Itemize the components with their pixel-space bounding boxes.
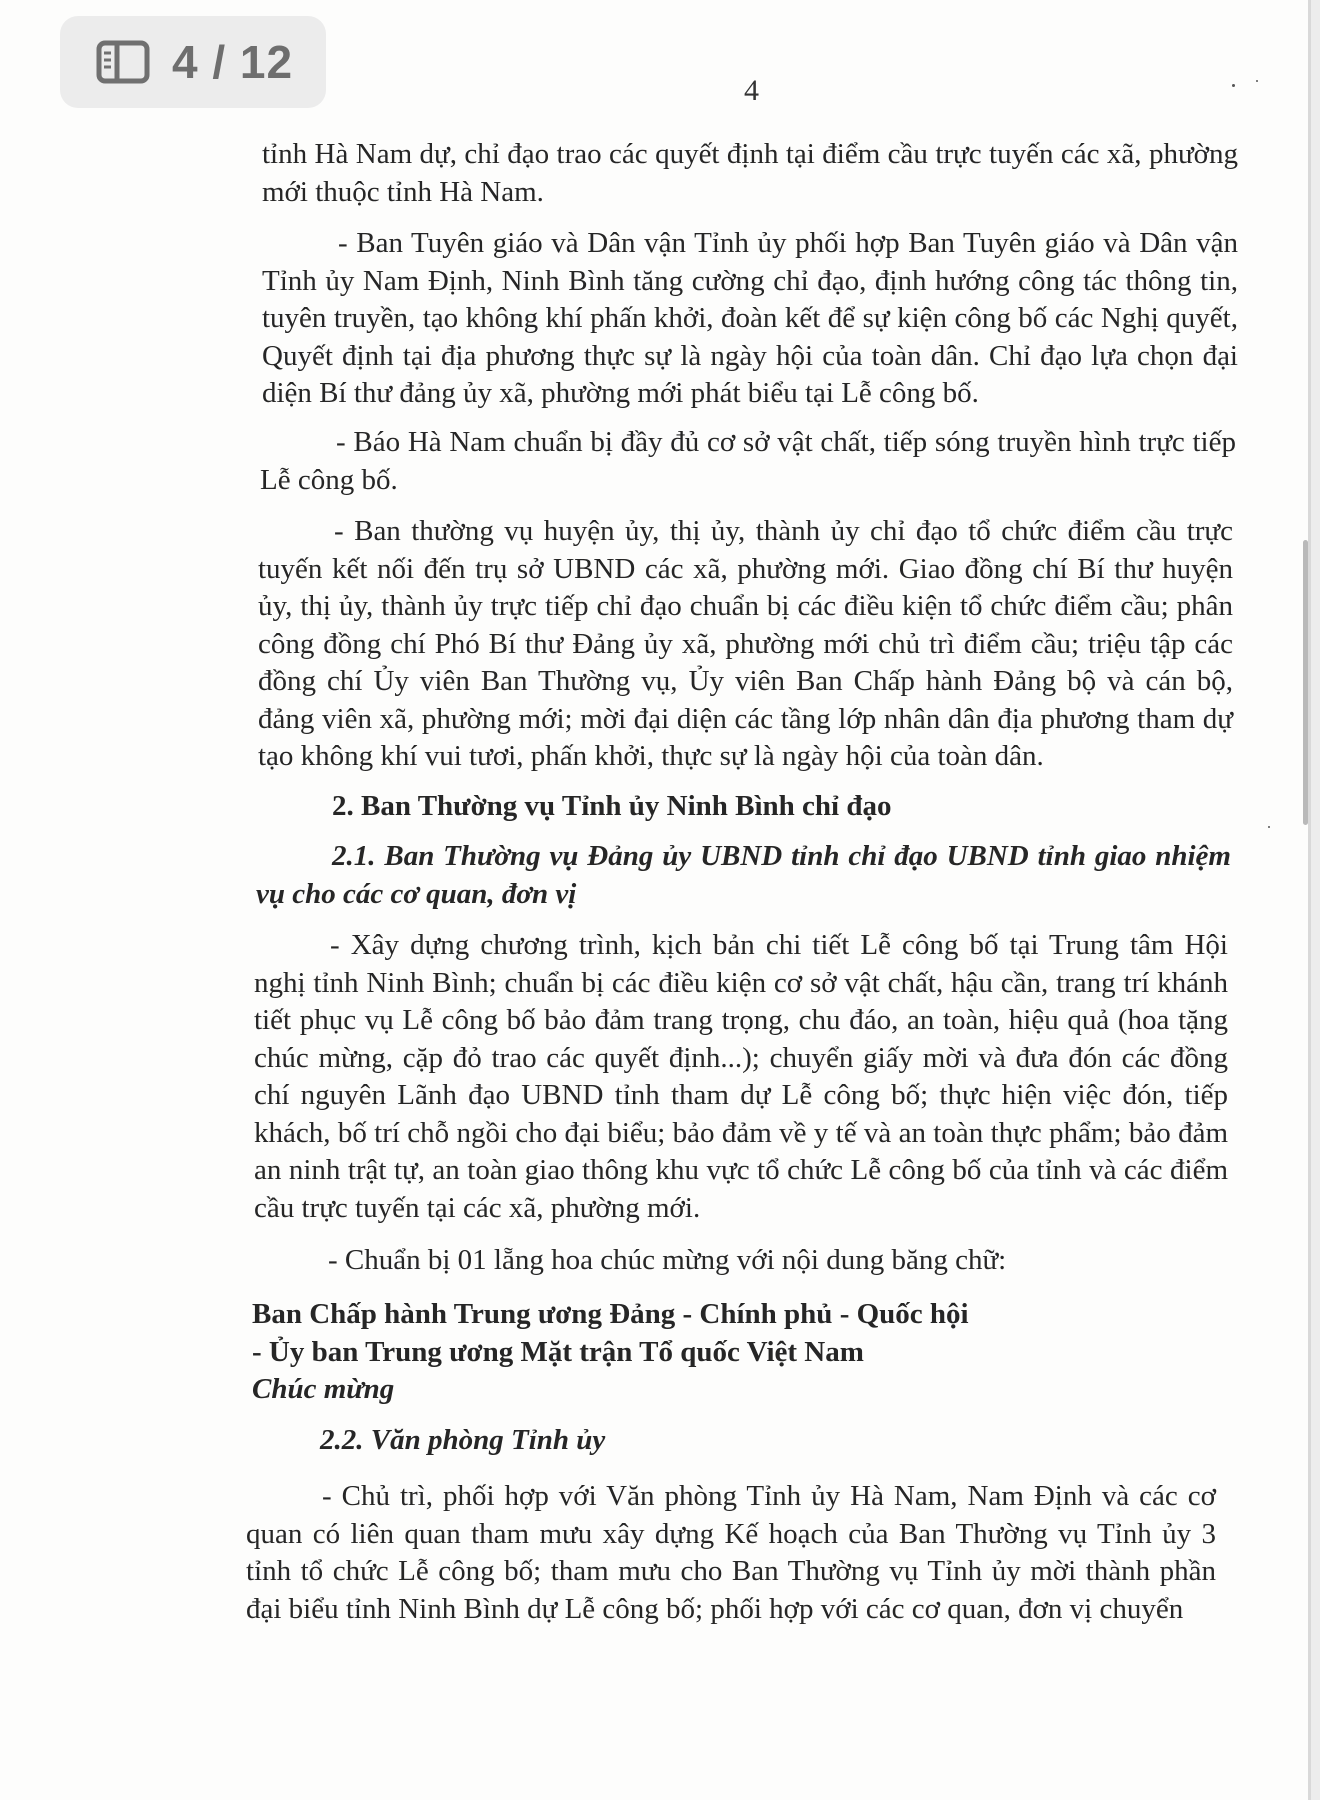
viewer-gutter [1311,0,1320,1800]
scrollbar-thumb[interactable] [1303,540,1308,825]
section-heading [332,788,1232,826]
page-counter: 4 / 12 [172,36,294,88]
paragraph-propaganda [262,225,1238,413]
sidebar-toggle-icon[interactable] [96,40,150,84]
page-indicator[interactable] [60,16,326,108]
scan-speck [1268,826,1270,828]
banner-line: Chúc mừng [252,1373,395,1405]
paragraph-flower-basket [252,1242,1228,1280]
subsection-heading [320,1422,1220,1460]
paragraph-continuation [262,136,1238,211]
banner-line: Ban Chấp hành Trung ương Đảng - Chính phủ - Quốc hội [252,1298,969,1330]
heading-text: 2. Ban Thường vụ Tỉnh ủy Ninh Bình chỉ đạo [332,790,892,822]
paragraph-text: - Xây dựng chương trình, kịch bản chi tiết Lễ công bố tại Trung tâm Hội nghị tỉnh Ninh Bình; chuẩn bị các điều kiện cơ sở vật chất, hậu cần, trang trí khánh tiết phục vụ Lễ công bố bảo đảm trang trọng, chu đáo, an toàn, hiệu quả (hoa tặng chúc mừng, cặp đỏ trao các quyết định...); chuyển giấy mời và đưa đón các đồng chí nguyên Lãnh đạo UBND tỉnh tham dự Lễ công bố; thực hiện việc đón, tiếp khách, bố trí chỗ ngồi cho đại biểu; bảo đảm về y tế và an toàn thực phẩm; bảo đảm an ninh trật tự, an toàn giao thông khu vực tổ chức Lễ công bố của tỉnh và các điểm cầu trực tuyến tại các xã, phường mới. [254,929,1228,1224]
paragraph-text: - Chuẩn bị 01 lẵng hoa chúc mừng với nội dung băng chữ: [328,1244,1007,1276]
vertical-scrollbar[interactable] [1300,0,1310,1800]
paragraph-newspaper [260,424,1236,499]
subsection-heading [256,838,1231,913]
banner-text [252,1296,1228,1409]
paragraph-text: - Ban Tuyên giáo và Dân vận Tỉnh ủy phối hợp Ban Tuyên giáo và Dân vận Tỉnh ủy Nam Định, Ninh Bình tăng cường chỉ đạo, định hướng công tác thông tin, tuyên truyền, tạo không khí phấn khởi, đoàn kết để sự kiện công bố các Nghị quyết, Quyết định tại địa phương thực sự là ngày hội của toàn dân. Chỉ đạo lựa chọn đại diện Bí thư đảng ủy xã, phường mới phát biểu tại Lễ công bố. [262,227,1238,409]
banner-line: - Ủy ban Trung ương Mặt trận Tổ quốc Việt Nam [252,1335,864,1368]
heading-text: 2.1. Ban Thường vụ Đảng ủy UBND tỉnh chỉ đạo UBND tỉnh giao nhiệm vụ cho các cơ quan, đơn vị [256,840,1231,910]
scan-speck [1232,84,1235,87]
paragraph-text: - Báo Hà Nam chuẩn bị đầy đủ cơ sở vật chất, tiếp sóng truyền hình trực tiếp Lễ công bố. [260,426,1236,496]
paragraph-ceremony-preparation [254,927,1228,1227]
heading-text: 2.2. Văn phòng Tỉnh ủy [320,1424,606,1456]
scan-speck [1256,80,1258,82]
page-number: 4 [744,74,759,107]
paragraph-text: - Chủ trì, phối hợp với Văn phòng Tỉnh ủy Hà Nam, Nam Định và các cơ quan có liên quan tham mưu xây dựng Kế hoạch của Ban Thường vụ Tỉnh ủy 3 tỉnh tổ chức Lễ công bố; tham mưu cho Ban Thường vụ Tỉnh ủy mời thành phần đại biểu tỉnh Ninh Bình dự Lễ công bố; phối hợp với các cơ quan, đơn vị chuyển [246,1480,1216,1625]
paragraph-provincial-office [246,1478,1216,1628]
paragraph-text: - Ban thường vụ huyện ủy, thị ủy, thành ủy chỉ đạo tổ chức điểm cầu trực tuyến kết nối đến trụ sở UBND các xã, phường mới. Giao đồng chí Bí thư huyện ủy, thị ủy, thành ủy trực tiếp chỉ đạo chuẩn bị các điều kiện tổ chức điểm cầu; phân công đồng chí Phó Bí thư Đảng ủy xã, phường mới chủ trì điểm cầu; triệu tập các đồng chí Ủy viên Ban Thường vụ, Ủy viên Ban Chấp hành Đảng bộ và cán bộ, đảng viên xã, phường mới; mời đại diện các tầng lớp nhân dân địa phương tham dự tạo không khí vui tươi, phấn khởi, thực sự là ngày hội của toàn dân. [258,515,1233,772]
paragraph-text: tỉnh Hà Nam dự, chỉ đạo trao các quyết định tại điểm cầu trực tuyến các xã, phường mới thuộc tỉnh Hà Nam. [262,138,1238,208]
paragraph-district-committees [258,513,1233,776]
